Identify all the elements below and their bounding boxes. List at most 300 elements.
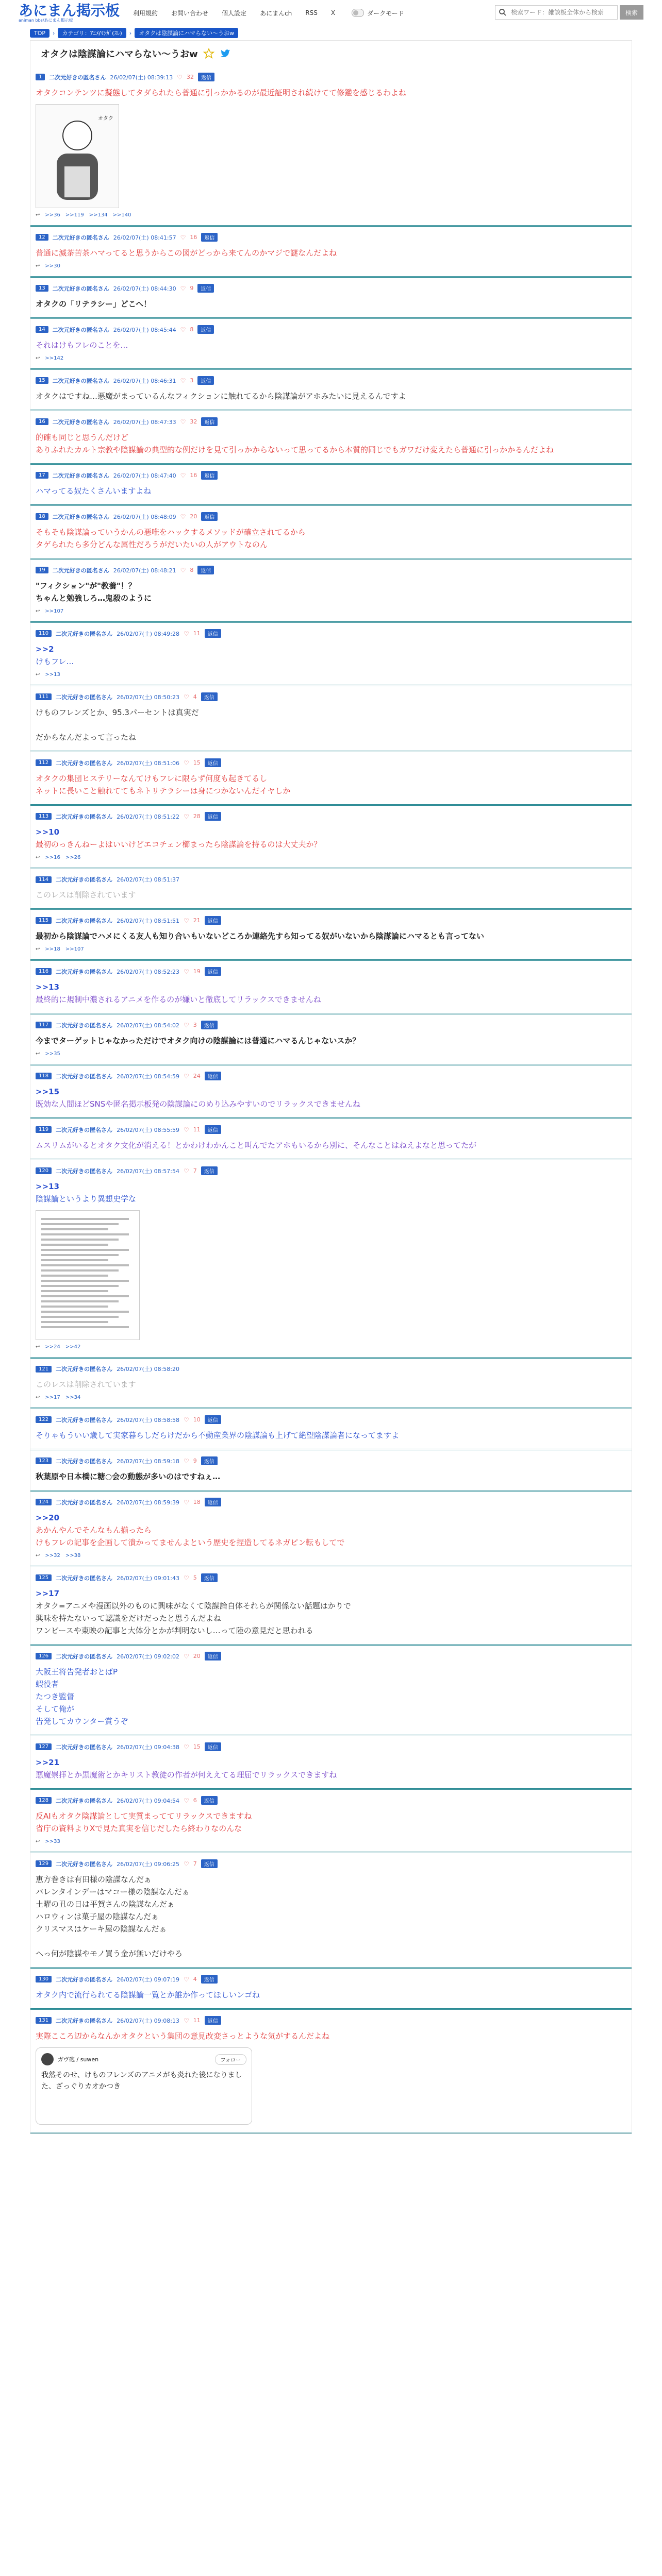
reply-button[interactable]: 返信	[205, 629, 221, 638]
post-item	[30, 1014, 632, 1065]
reply-button[interactable]: 返信	[201, 1573, 218, 1582]
post-number[interactable]: 122	[36, 1416, 52, 1423]
poster-name: 二次元好きの匿名さん	[56, 759, 113, 767]
post-text-line: 普通に滅茶苦茶ハマってると思うからこの図がどっから来てんのかマジで謎なんだよね	[36, 248, 337, 258]
post-number[interactable]: 121	[36, 1366, 52, 1372]
like-count: 21	[193, 917, 201, 924]
post-text-line: 省庁の資料よりXで見た真実を信じだしたら終わりなのんな	[36, 1824, 242, 1833]
quote-anchor[interactable]: >>17	[36, 1589, 60, 1598]
anchor-link[interactable]: >>16	[45, 855, 60, 860]
reply-button[interactable]: 返信	[201, 1166, 218, 1175]
site-logo-text[interactable]: あにまん掲示板	[19, 2, 120, 19]
heart-icon[interactable]: ♡	[183, 1574, 189, 1582]
post-item	[30, 1450, 632, 1492]
poster-name: 二次元好きの匿名さん	[52, 285, 109, 292]
post-date: 26/02/07(土) 09:07:19	[117, 1976, 179, 1983]
poster-name: 二次元好きの匿名さん	[52, 418, 109, 426]
post-text-line: オタク内で流行られてる陰謀論一覧とか誰か作ってほしいンゴね	[36, 1990, 260, 1999]
post-header	[36, 758, 626, 767]
reply-arrow-icon: ↩	[36, 1839, 40, 1844]
reply-arrow-icon: ↩	[36, 1553, 40, 1558]
post-body	[36, 1756, 626, 1781]
post-text-line: そもそも陰謀論っていうかんの悪唯をハックするメソッドが確立されてるから	[36, 528, 306, 537]
post-number[interactable]: 1	[36, 74, 45, 80]
post-date: 26/02/07(土) 08:57:54	[117, 1167, 179, 1175]
reply-button[interactable]: 返信	[197, 566, 214, 574]
heart-icon[interactable]: ♡	[183, 2016, 189, 2024]
post-body	[36, 580, 626, 604]
post-date: 26/02/07(土) 08:50:23	[117, 693, 179, 701]
anchor-link[interactable]: >>13	[45, 672, 60, 677]
post-body	[36, 247, 626, 259]
post-text-line: クリスマスはケーキ屋の陰謀なんだぁ	[36, 1924, 167, 1934]
anchor-link[interactable]: >>32	[45, 1553, 60, 1558]
heart-icon[interactable]: ♡	[180, 326, 186, 333]
reply-anchors	[36, 608, 626, 614]
anchor-link[interactable]: >>18	[45, 946, 60, 952]
reply-arrow-icon: ↩	[36, 672, 40, 677]
heart-icon[interactable]: ♡	[180, 471, 186, 479]
reply-button[interactable]: 返信	[197, 325, 214, 334]
breadcrumb-category[interactable]: カテゴリ：ｱﾆﾒ/ﾏﾝｶﾞ(ｽﾚ)	[58, 28, 126, 38]
reply-button[interactable]: 返信	[205, 812, 221, 821]
post-header	[36, 1652, 626, 1660]
post-date: 26/02/07(土) 09:02:02	[117, 1653, 179, 1660]
post-body	[36, 2030, 626, 2042]
post-text-line: 実際こころ辺からなんかオタクという集団の意見改変さっとような気がするんだよね	[36, 2031, 330, 2041]
manga-illustration	[36, 105, 119, 208]
post-text-line: "フィクション"が"教養"！？	[36, 581, 136, 590]
reply-button[interactable]: 返信	[205, 1742, 221, 1751]
post-item	[30, 2010, 632, 2133]
post-image[interactable]	[36, 1210, 140, 1340]
post-body	[36, 526, 626, 551]
like-count: 3	[193, 1022, 197, 1028]
post-header	[36, 1742, 626, 1751]
post-number[interactable]: 111	[36, 693, 52, 700]
post-number[interactable]: 15	[36, 377, 48, 384]
post-text-line: オタク=アニメや漫画以外のものに興味がなくて陰謀論自体それらが関係ない話題はかりで	[36, 1601, 351, 1611]
post-text-line: そりゃもういい歳して実家暮らしだらけだから不動産業界の陰謀論も上げて絶望陰謀論者になってますよ	[36, 1431, 400, 1440]
heart-icon[interactable]: ♡	[183, 1743, 189, 1751]
post-number[interactable]: 112	[36, 759, 52, 766]
post-item	[30, 623, 632, 686]
like-count: 20	[190, 513, 197, 520]
post-text-line: けものフレンズとか、95.3パーセントは真実だ	[36, 708, 199, 717]
like-count: 7	[193, 1860, 197, 1867]
post-body	[36, 1873, 626, 1960]
post-body	[36, 1587, 626, 1637]
poster-name: 二次元好きの匿名さん	[56, 1797, 113, 1804]
anchor-link[interactable]: >>142	[45, 355, 64, 361]
site-logo-subtext: animan bbs/あにまん掲示板	[19, 18, 73, 23]
post-number[interactable]: 114	[36, 876, 52, 883]
post-number[interactable]: 113	[36, 813, 52, 820]
reply-anchors	[36, 855, 626, 860]
post-date: 26/02/07(土) 08:51:51	[117, 917, 179, 924]
reply-anchors	[36, 263, 626, 269]
post-number[interactable]: 19	[36, 567, 48, 573]
reply-arrow-icon: ↩	[36, 1395, 40, 1400]
poster-name: 二次元好きの匿名さん	[56, 1416, 113, 1423]
post-number[interactable]: 120	[36, 1167, 52, 1174]
like-count: 8	[190, 567, 194, 573]
post-text-line	[36, 719, 626, 731]
reply-button[interactable]: 返信	[205, 758, 221, 767]
post-number[interactable]: 16	[36, 418, 48, 425]
post-number[interactable]: 124	[36, 1499, 52, 1505]
heart-icon[interactable]: ♡	[183, 1975, 189, 1983]
like-count: 28	[193, 813, 201, 820]
post-image[interactable]	[36, 104, 119, 208]
post-text-line: 最初から陰謀論でハメにくる友人も知り合いもいないどころか連絡先すら知ってる奴がいないから陰謀論にハマるとも言ってない	[36, 931, 485, 941]
heart-icon[interactable]: ♡	[183, 968, 189, 975]
post-item	[30, 319, 632, 370]
post-number[interactable]: 13	[36, 285, 48, 292]
heart-icon[interactable]: ♡	[183, 759, 189, 767]
reply-anchors	[36, 212, 626, 218]
post-header	[36, 1859, 626, 1868]
post-body	[36, 390, 626, 402]
anchor-link[interactable]: >>33	[45, 1839, 60, 1844]
heart-icon[interactable]: ♡	[183, 1498, 189, 1506]
post-header	[36, 692, 626, 701]
post-date: 26/02/07(土) 08:54:59	[117, 1073, 179, 1080]
post-item	[30, 1119, 632, 1160]
breadcrumb-top[interactable]: TOP	[30, 29, 49, 38]
post-header	[36, 1365, 626, 1373]
post-date: 26/02/07(土) 08:39:13	[110, 74, 173, 81]
post-item	[30, 869, 632, 910]
anchor-link[interactable]: >>35	[45, 1051, 60, 1057]
post-text-line: 恵方巻きは有田様の陰謀なんだぁ	[36, 1875, 152, 1884]
post-body	[36, 1989, 626, 2001]
post-number[interactable]: 127	[36, 1743, 52, 1750]
x-share-icon[interactable]	[220, 48, 231, 59]
breadcrumb-thread[interactable]: オタクは陰謀論にハマらない～うおw	[135, 28, 238, 38]
like-count: 32	[187, 74, 194, 80]
post-number[interactable]: 17	[36, 472, 48, 479]
post-body	[36, 1666, 626, 1727]
anchor-link[interactable]: >>140	[112, 212, 131, 218]
post-body	[36, 1139, 626, 1151]
post-number[interactable]: 131	[36, 2017, 52, 2024]
breadcrumb	[0, 26, 662, 40]
post-body	[36, 772, 626, 797]
heart-icon[interactable]: ♡	[183, 1021, 189, 1029]
post-item	[30, 411, 632, 465]
anchor-link[interactable]: >>17	[45, 1395, 60, 1400]
breadcrumb-separator-icon: ›	[53, 29, 55, 37]
heart-icon[interactable]: ♡	[183, 1072, 189, 1080]
poster-name: 二次元好きの匿名さん	[56, 1167, 113, 1175]
post-body	[36, 339, 626, 351]
reply-button[interactable]: 返信	[201, 1796, 218, 1805]
post-date: 26/02/07(土) 08:41:57	[113, 234, 176, 241]
poster-name: 二次元好きの匿名さん	[52, 472, 109, 479]
like-count: 7	[193, 1167, 197, 1174]
post-header	[36, 1072, 626, 1080]
post-header	[36, 73, 626, 81]
post-text-line: ハロウィンは菓子屋の陰謀なんだぁ	[36, 1912, 159, 1921]
reply-button[interactable]: 返信	[205, 916, 221, 925]
quote-anchor[interactable]: >>15	[36, 1087, 60, 1096]
post-body	[36, 889, 626, 901]
quote-anchor[interactable]: >>20	[36, 1513, 60, 1522]
post-text-line: このレスは削除されています	[36, 1380, 136, 1389]
post-date: 26/02/07(土) 08:51:37	[117, 876, 179, 883]
post-number[interactable]: 125	[36, 1574, 52, 1581]
post-number[interactable]: 123	[36, 1458, 52, 1464]
quote-anchor[interactable]: >>21	[36, 1758, 60, 1767]
post-text-line: けもフレ…	[36, 657, 74, 666]
anchor-link[interactable]: >>42	[65, 1344, 81, 1350]
post-item	[30, 465, 632, 506]
quote-anchor[interactable]: >>13	[36, 982, 60, 992]
site-logo[interactable]	[19, 3, 120, 23]
quote-anchor[interactable]: >>13	[36, 1182, 60, 1191]
star-icon[interactable]	[203, 48, 214, 59]
post-header	[36, 812, 626, 821]
heart-icon[interactable]: ♡	[183, 917, 189, 924]
post-date: 26/02/07(土) 08:48:21	[113, 567, 176, 574]
post-text-line: 蝦役者	[36, 1680, 59, 1689]
post-date: 26/02/07(土) 08:58:20	[117, 1366, 179, 1372]
heart-icon[interactable]: ♡	[183, 693, 189, 701]
reply-button[interactable]: 返信	[201, 417, 218, 426]
post-item	[30, 1790, 632, 1853]
heart-icon[interactable]: ♡	[183, 1167, 189, 1175]
like-count: 11	[193, 2017, 201, 2024]
post-item	[30, 560, 632, 623]
post-number[interactable]: 12	[36, 234, 48, 241]
post-text-line: タゲられたら多分どんな属性だろうがだいたいの人がアウトなのん	[36, 540, 268, 549]
poster-name: 二次元好きの匿名さん	[56, 1499, 113, 1506]
tweet-user[interactable]: ガヴ砲 / suwen	[58, 2056, 99, 2063]
svg-text:オタク: オタク	[98, 116, 113, 122]
follow-button[interactable]: フォロー	[215, 2054, 247, 2065]
poster-name: 二次元好きの匿名さん	[56, 630, 113, 637]
post-body	[36, 1810, 626, 1835]
heart-icon[interactable]: ♡	[183, 1126, 189, 1133]
reply-arrow-icon: ↩	[36, 1344, 40, 1350]
like-count: 9	[193, 1458, 197, 1464]
anchor-link[interactable]: >>38	[65, 1553, 81, 1558]
post-number[interactable]: 14	[36, 326, 48, 333]
anchor-link[interactable]: >>36	[45, 212, 60, 218]
heart-icon[interactable]: ♡	[180, 418, 186, 426]
post-date: 26/02/07(土) 08:47:33	[113, 418, 176, 426]
heart-icon[interactable]: ♡	[183, 1797, 189, 1804]
anchor-link[interactable]: >>134	[89, 212, 108, 218]
reply-button[interactable]: 返信	[201, 1975, 218, 1984]
heart-icon[interactable]: ♡	[183, 1457, 189, 1465]
reply-anchors	[36, 355, 626, 361]
reply-anchors	[36, 672, 626, 677]
heart-icon[interactable]: ♡	[180, 513, 186, 520]
poster-name: 二次元好きの匿名さん	[52, 377, 109, 384]
nav-x[interactable]: X	[330, 9, 336, 16]
post-header	[36, 967, 626, 976]
post-date: 26/02/07(土) 08:52:23	[117, 968, 179, 975]
reply-button[interactable]: 返信	[198, 73, 214, 81]
post-number[interactable]: 130	[36, 1976, 52, 1982]
reply-button[interactable]: 返信	[201, 471, 218, 480]
document-screenshot	[36, 1211, 139, 1340]
nav-terms[interactable]: 利用規約	[133, 9, 158, 17]
post-body	[36, 706, 626, 743]
anchor-link[interactable]: >>119	[65, 212, 84, 218]
post-item	[30, 1646, 632, 1736]
poster-name: 二次元好きの匿名さん	[56, 1976, 113, 1983]
reply-button[interactable]: 返信	[201, 1456, 218, 1465]
post-header	[36, 2016, 626, 2025]
heart-icon[interactable]: ♡	[180, 233, 186, 241]
post-text-line: 秋葉原や日本橋に糖○会の動態が多いのはですねぇ…	[36, 1472, 221, 1481]
post-text-line: 最終的に規制中濃されるアニメを作るのが嫌いと徹底してリラックスできませんね	[36, 995, 321, 1004]
post-number[interactable]: 128	[36, 1797, 52, 1804]
post-text-line: 告発してカウンター賞うぞ	[36, 1717, 128, 1726]
reply-button[interactable]: 返信	[197, 376, 214, 385]
toggle-switch-icon[interactable]	[352, 9, 364, 17]
like-count: 32	[190, 418, 197, 425]
search-button[interactable]: 検索	[620, 5, 643, 20]
reply-arrow-icon: ↩	[36, 355, 40, 361]
heart-icon[interactable]: ♡	[183, 630, 189, 637]
post-number[interactable]: 110	[36, 630, 52, 637]
anchor-link[interactable]: >>34	[65, 1395, 81, 1400]
reply-button[interactable]: 返信	[205, 1415, 221, 1424]
post-item	[30, 1969, 632, 2010]
reply-button[interactable]: 返信	[205, 967, 221, 976]
like-count: 8	[190, 326, 194, 333]
reply-arrow-icon: ↩	[36, 1051, 40, 1057]
reply-button[interactable]: 返信	[205, 1072, 221, 1080]
post-date: 26/02/07(土) 08:59:39	[117, 1499, 179, 1506]
post-body	[36, 431, 626, 456]
heart-icon[interactable]: ♡	[183, 1860, 189, 1868]
anchor-link[interactable]: >>24	[45, 1344, 60, 1350]
post-item	[30, 66, 632, 227]
heart-icon[interactable]: ♡	[177, 73, 183, 81]
poster-name: 二次元好きの匿名さん	[56, 1458, 113, 1465]
poster-name: 二次元好きの匿名さん	[56, 917, 113, 924]
post-number[interactable]: 116	[36, 968, 52, 975]
reply-button[interactable]: 返信	[201, 1021, 218, 1029]
reply-button[interactable]: 返信	[197, 284, 214, 293]
quote-anchor[interactable]: >>2	[36, 645, 54, 654]
like-count: 15	[193, 759, 201, 766]
post-number[interactable]: 118	[36, 1073, 52, 1079]
poster-name: 二次元好きの匿名さん	[49, 74, 106, 81]
reply-button[interactable]: 返信	[201, 1859, 218, 1868]
poster-name: 二次元好きの匿名さん	[56, 813, 113, 820]
post-text-line: あかんやんでそんなもん揃ったら	[36, 1526, 152, 1535]
search-input[interactable]	[510, 8, 617, 16]
post-number[interactable]: 129	[36, 1860, 52, 1867]
post-item	[30, 1736, 632, 1790]
anchor-link[interactable]: >>30	[45, 263, 60, 269]
post-text-line: 土曜の丑の日は平賀さんの陰謀なんだぁ	[36, 1900, 175, 1909]
reply-anchors	[36, 946, 626, 952]
post-date: 26/02/07(土) 08:51:22	[117, 813, 179, 820]
post-number[interactable]: 119	[36, 1126, 52, 1133]
poster-name: 二次元好きの匿名さん	[52, 234, 109, 241]
post-text-line: バレンタインデーはマコー様の陰謀なんだぁ	[36, 1887, 190, 1896]
embedded-tweet[interactable]	[36, 2047, 252, 2125]
reply-button[interactable]: 返信	[201, 233, 218, 242]
reply-button[interactable]: 返信	[205, 2016, 221, 2025]
post-item	[30, 910, 632, 961]
anchor-link[interactable]: >>107	[65, 946, 84, 952]
post-number[interactable]: 18	[36, 513, 48, 520]
post-number[interactable]: 117	[36, 1022, 52, 1028]
reply-button[interactable]: 返信	[201, 512, 218, 521]
like-count: 15	[193, 1743, 201, 1750]
heart-icon[interactable]: ♡	[183, 1652, 189, 1660]
post-date: 26/02/07(土) 08:54:02	[117, 1022, 179, 1029]
reply-button[interactable]: 返信	[205, 1498, 221, 1506]
post-header	[36, 1166, 626, 1175]
heart-icon[interactable]: ♡	[183, 1416, 189, 1423]
poster-name: 二次元好きの匿名さん	[52, 326, 109, 333]
anchor-link[interactable]: >>107	[45, 608, 64, 614]
post-number[interactable]: 126	[36, 1653, 52, 1659]
dark-mode-toggle[interactable]	[352, 9, 404, 18]
reply-button[interactable]: 返信	[205, 1125, 221, 1134]
post-text-line: オタクの「リテラシー」どこへ！	[36, 299, 152, 309]
post-item	[30, 961, 632, 1014]
quote-anchor[interactable]: >>10	[36, 827, 60, 837]
search-box	[495, 5, 618, 20]
post-item	[30, 506, 632, 560]
reply-button[interactable]: 返信	[205, 1652, 221, 1660]
post-number[interactable]: 115	[36, 917, 52, 924]
heart-icon[interactable]: ♡	[180, 284, 186, 292]
reply-button[interactable]: 返信	[201, 692, 218, 701]
post-text-line: ムスリムがいるとオタク文化が消える！とかわけわかんこと叫んでたアホもいるから別に、そんなことはねえよなと思ってたが	[36, 1141, 477, 1150]
nav-animanch[interactable]: あにまんch	[260, 9, 292, 17]
post-item	[30, 1567, 632, 1646]
nav-settings[interactable]: 個人設定	[222, 9, 247, 17]
post-header	[36, 1456, 626, 1465]
post-body	[36, 1378, 626, 1391]
post-header	[36, 376, 626, 385]
post-body	[36, 1429, 626, 1442]
nav-rss[interactable]: RSS	[305, 9, 318, 16]
post-text-line	[36, 1935, 626, 1947]
heart-icon[interactable]: ♡	[180, 566, 186, 574]
post-text-line: 的確も同じと思うんだけど	[36, 433, 129, 442]
poster-name: 二次元好きの匿名さん	[56, 1653, 113, 1660]
post-text-line: たつき監督	[36, 1692, 75, 1701]
heart-icon[interactable]: ♡	[180, 377, 186, 384]
post-body	[36, 930, 626, 942]
post-body	[36, 826, 626, 851]
poster-name: 二次元好きの匿名さん	[56, 1073, 113, 1080]
like-count: 5	[193, 1574, 197, 1581]
reply-arrow-icon: ↩	[36, 946, 40, 952]
thread-container	[30, 40, 632, 2134]
anchor-link[interactable]: >>26	[65, 855, 81, 860]
post-list	[30, 66, 632, 2133]
post-item	[30, 370, 632, 411]
nav-contact[interactable]: お問い合わせ	[171, 9, 209, 17]
post-header	[36, 566, 626, 574]
heart-icon[interactable]: ♡	[183, 812, 189, 820]
post-text-line: 反AIもオタク陰謀論として実質まっててリラックスできますね	[36, 1811, 252, 1821]
like-count: 16	[190, 472, 197, 479]
